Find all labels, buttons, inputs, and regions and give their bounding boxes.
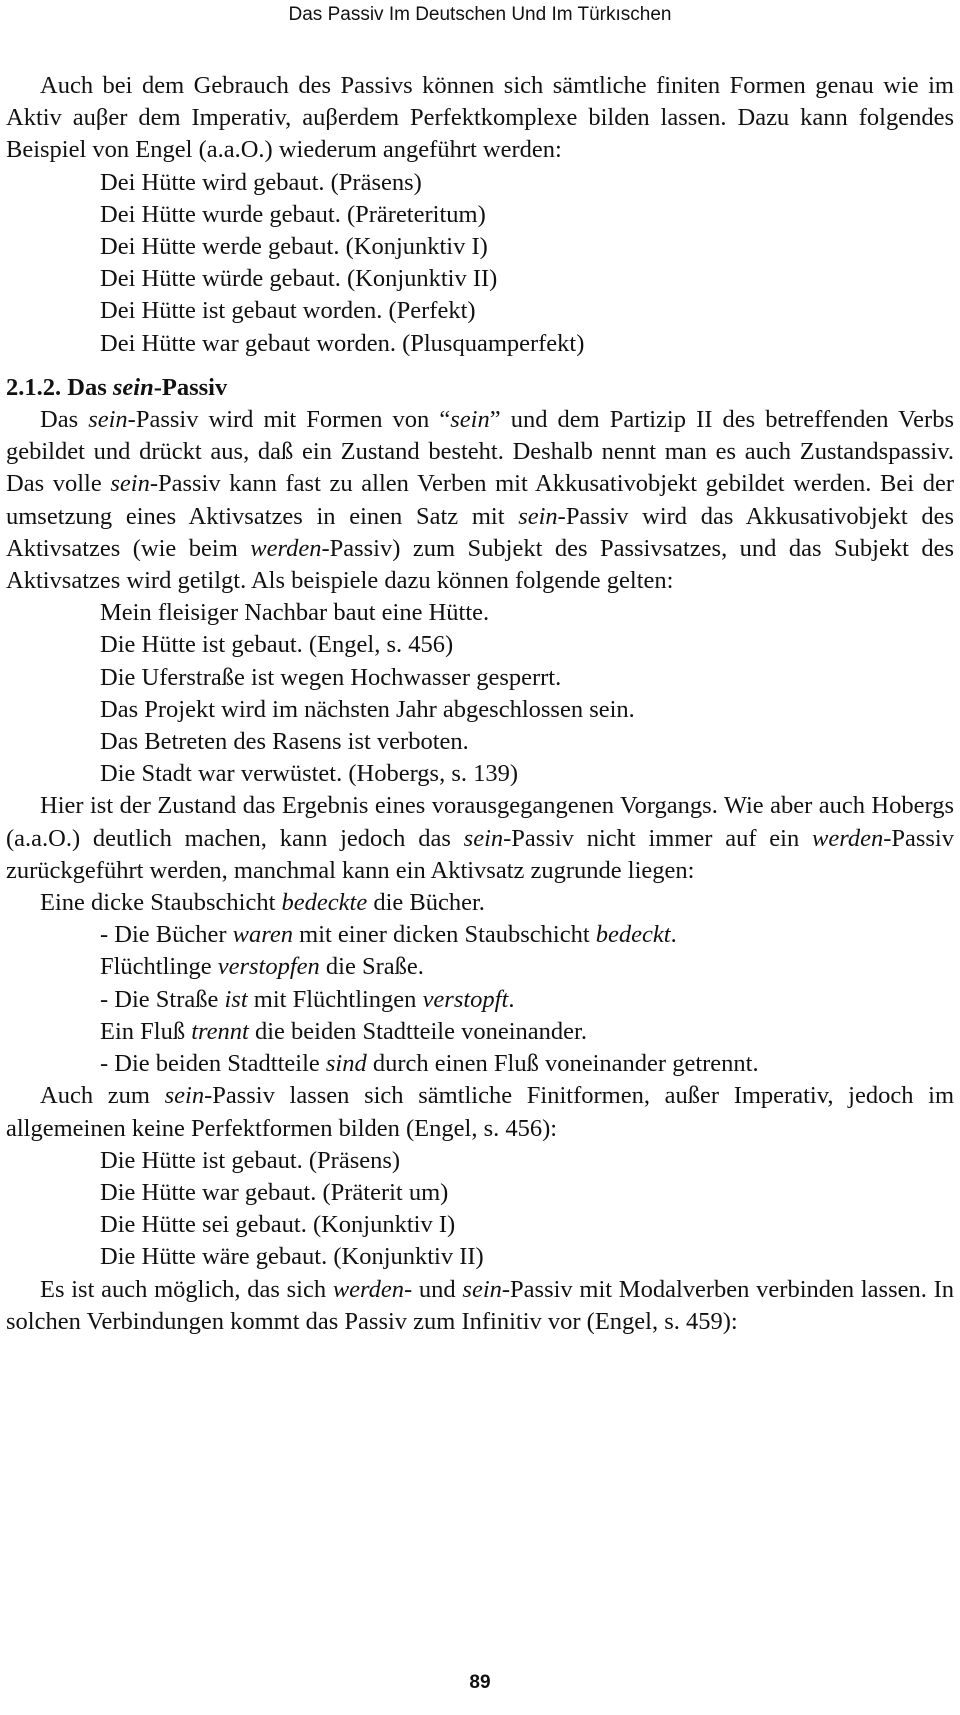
text-run: die Bücher. <box>367 889 485 917</box>
text-run: Ein Fluß <box>100 1017 192 1045</box>
pair-active-line <box>6 951 954 983</box>
italic-run: ist <box>224 985 248 1013</box>
finitformen-paragraph <box>6 1080 954 1144</box>
text-run: -Passiv wird das Akkusativobjekt des Aktivsatzes (wie beim <box>6 502 954 562</box>
italic-run: trennt <box>191 1017 249 1045</box>
example-line: Mein fleisiger Nachbar baut eine Hütte. <box>100 599 490 627</box>
text-run: Flüchtlinge <box>100 953 218 981</box>
example-line: Die Uferstraße ist wegen Hochwasser gesperrt. <box>100 663 562 691</box>
pair-active-line <box>6 887 954 919</box>
section-number: 2.1.2. <box>6 373 62 401</box>
text-run: Auch zum <box>40 1082 165 1110</box>
sein-examples <box>6 597 954 790</box>
text-run: Es ist auch möglich, das sich <box>40 1275 333 1303</box>
italic-run: werden <box>332 1275 405 1303</box>
text-run: Eine dicke Staubschicht <box>40 889 282 917</box>
text-run: -Passiv mit Modalverben verbinden lassen. In solchen Verbindungen kommt das Passiv zum Infinitiv vor (Engel, s. 459): <box>6 1275 954 1335</box>
italic-run: sein <box>88 406 128 434</box>
text-run: - Die Straße <box>100 985 225 1013</box>
text-run: die beiden Stadtteile voneinander. <box>248 1017 587 1045</box>
text-run: Das <box>40 406 89 434</box>
text-run: durch einen Fluß voneinander getrennt. <box>366 1050 759 1078</box>
section-title-post: -Passiv <box>153 373 228 401</box>
section-heading <box>6 372 954 404</box>
italic-run: sind <box>325 1050 367 1078</box>
modalverben-paragraph <box>6 1274 954 1338</box>
pair-passive-line <box>6 1048 954 1080</box>
example-line: Die Hütte wäre gebaut. (Konjunktiv II) <box>100 1243 484 1271</box>
text-run: mit Flüchtlingen <box>247 985 423 1013</box>
italic-run: sein <box>518 502 558 530</box>
section-title-pre: Das <box>67 373 113 401</box>
italic-run: sein <box>463 824 504 852</box>
section-title-italic: sein <box>112 373 154 401</box>
example-line: Dei Hütte würde gebaut. (Konjunktiv II) <box>100 265 498 293</box>
page-number: 89 <box>469 1672 491 1693</box>
example-line: Das Betreten des Rasens ist verboten. <box>100 728 469 756</box>
italic-run: bedeckte <box>281 889 368 917</box>
example-line: Dei Hütte wird gebaut. (Präsens) <box>100 168 422 196</box>
example-line: Dei Hütte war gebaut worden. (Plusquamperfekt) <box>100 329 585 357</box>
pair-passive-line <box>6 919 954 951</box>
text-run: . <box>670 921 677 949</box>
text-run: Hier ist der Zustand das Ergebnis eines vorausgegangenen Vorgangs. Wie aber auch Hobergs (a.a.O.) deutlich machen, kann jedoch das <box>6 792 954 852</box>
text-run: -Passiv zurückgeführt werden, manchmal kann ein Aktivsatz zugrunde liegen: <box>6 824 954 884</box>
intro-paragraph: Auch bei dem Gebrauch des Passivs können sich sämtliche finiten Formen genau wie im Aktiv auβer dem Imperativ, auβerdem Perfektkomplexe bilden lassen. Dazu kann folgendes Beispiel von Engel (a.a.O.) wiederum angeführt werden: <box>6 72 954 164</box>
italic-run: sein <box>110 470 150 498</box>
text-run: -Passiv kann fast zu allen Verben mit Akkusativobjekt gebildet werden. Bei der umsetzung eines Aktivsatzes in einen Satz mit <box>6 470 954 530</box>
italic-run: sein <box>450 406 490 434</box>
text-run: - Die beiden Stadtteile <box>100 1050 326 1078</box>
text-run: - Die Bücher <box>100 921 233 949</box>
finit-examples <box>6 1145 954 1274</box>
text-run: -Passiv) zum Subjekt des Passivsatzes, und das Subjekt des Aktivsatzes wird getilgt. Als beispiele dazu können folgende gelten: <box>6 534 955 595</box>
italic-run: verstopfen <box>217 953 320 981</box>
italic-run: verstopft <box>422 985 509 1013</box>
example-line: Dei Hütte ist gebaut worden. (Perfekt) <box>100 297 476 325</box>
pair-passive-line <box>6 984 954 1016</box>
italic-run: bedeckt <box>595 921 671 949</box>
italic-run: werden <box>811 824 884 852</box>
example-line: Die Stadt war verwüstet. (Hobergs, s. 139) <box>100 760 519 788</box>
italic-run: waren <box>232 921 294 949</box>
text-run: - und <box>404 1275 463 1303</box>
example-line: Dei Hütte wurde gebaut. (Präreteritum) <box>100 200 486 228</box>
example-line: Die Hütte sei gebaut. (Konjunktiv I) <box>100 1211 456 1239</box>
sein-passiv-paragraph <box>6 404 954 597</box>
text-run: mit einer dicken Staubschicht <box>293 921 596 949</box>
example-line: Die Hütte ist gebaut. (Engel, s. 456) <box>100 631 454 659</box>
werden-examples <box>6 167 954 360</box>
running-head: Das Passiv Im Deutschen Und Im Türkıschen <box>288 4 672 25</box>
example-line: Die Hütte ist gebaut. (Präsens) <box>100 1146 401 1174</box>
example-line: Dei Hütte werde gebaut. (Konjunktiv I) <box>100 233 488 261</box>
example-line: Die Hütte war gebaut. (Präterit um) <box>100 1178 449 1206</box>
active-passive-pairs <box>6 887 954 1080</box>
text-run: die Sraße. <box>319 953 424 981</box>
italic-run: sein <box>462 1275 502 1303</box>
text-run: . <box>508 985 515 1013</box>
pair-active-line <box>6 1016 954 1048</box>
text-run: -Passiv nicht immer auf ein <box>503 824 812 852</box>
text-run: -Passiv wird mit Formen von “ <box>127 406 451 434</box>
text-run: ” und dem Partizip II des betreffenden Verbs gebildet und drückt aus, daß ein Zustand besteht. Deshalb nennt man es auch Zustandspassiv. Das volle <box>6 406 954 498</box>
italic-run: werden <box>250 534 322 562</box>
example-line: Das Projekt wird im nächsten Jahr abgeschlossen sein. <box>100 695 635 723</box>
zustand-paragraph <box>6 790 954 887</box>
page-body <box>6 70 954 1338</box>
text-run: -Passiv lassen sich sämtliche Finitformen, außer Imperativ, jedoch im allgemeinen keine Perfektformen bilden (Engel, s. 456): <box>6 1082 955 1142</box>
italic-run: sein <box>164 1082 205 1110</box>
